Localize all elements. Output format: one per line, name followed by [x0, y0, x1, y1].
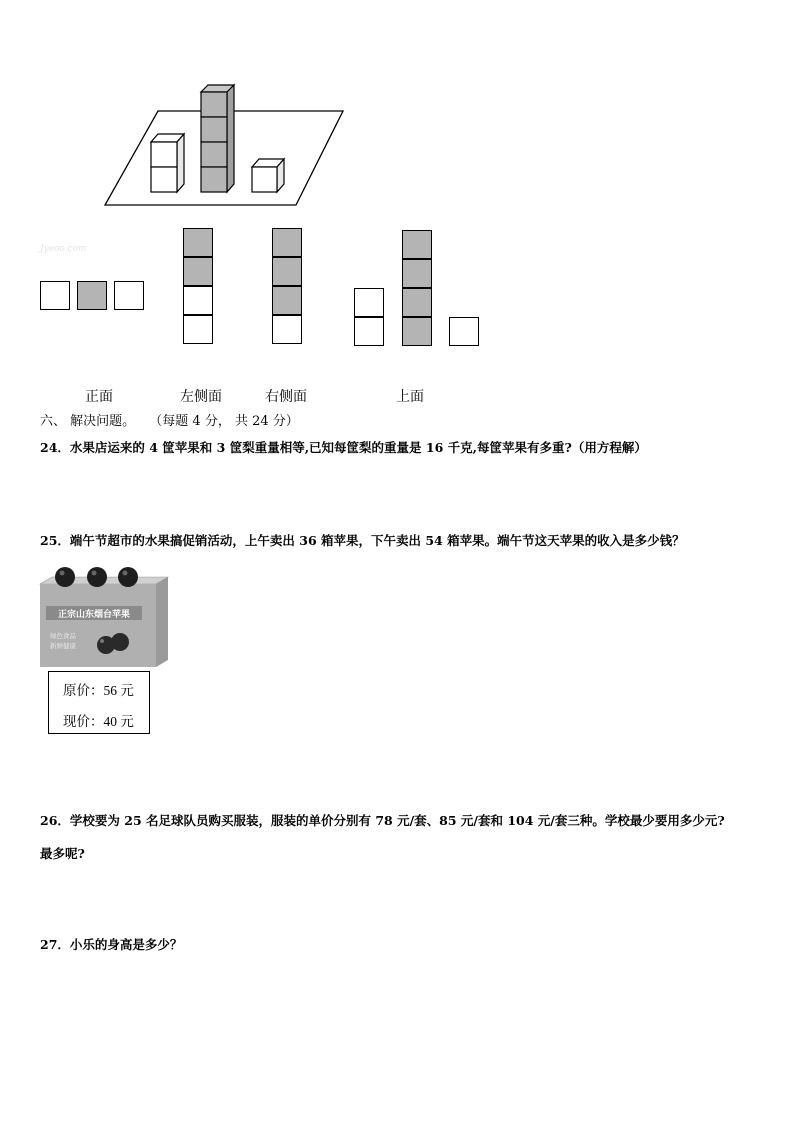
top-view-label: 上面 — [396, 389, 424, 405]
apple-icon — [87, 567, 107, 587]
apple-box-image — [36, 562, 172, 670]
single-white-cube — [252, 159, 284, 192]
question-26-continued: 最多呢? — [40, 846, 85, 861]
section-header — [40, 410, 299, 429]
front-view-label: 正面 — [85, 389, 113, 405]
left-view-label: 左侧面 — [180, 389, 222, 405]
cube-arrangement-figure — [100, 80, 350, 210]
watermark: Jyeoo.com — [40, 244, 87, 254]
apple-box-brand: 正宗山东烟台苹果 — [57, 610, 131, 620]
white-cube-stack — [151, 134, 184, 192]
question-25: 25．端午节超市的水果搞促销活动，上午卖出 36 箱苹果，下午卖出 54 箱苹果。端午节这天苹果的收入是多少钱？ — [40, 533, 685, 548]
section-title: 六、 解决问题。 — [40, 414, 136, 429]
apple-box-slogan2: 新鲜健康 — [50, 642, 76, 650]
right-view-label: 右侧面 — [265, 389, 307, 405]
question-24: 24．水果店运来的 4 筐苹果和 3 筐梨重量相等,已知每筐梨的重量是 16 千克,每筐苹果有多重?（用方程解） — [40, 440, 647, 455]
apple-icon — [55, 567, 75, 587]
question-27: 27．小乐的身高是多少？ — [40, 937, 183, 952]
gray-cube-stack — [201, 85, 234, 192]
question-26: 26．学校要为 25 名足球队员购买服装，服装的单价分别有 78 元/套、85 元/套和 104 元/套三种。学校最少要用多少元? — [40, 813, 725, 828]
original-price: 原价：56 元 — [63, 683, 134, 698]
apple-box-slogan1: 绿色食品 — [50, 632, 76, 640]
price-box — [48, 671, 150, 734]
section-scoring: （每题 4 分， 共 24 分） — [149, 414, 299, 429]
current-price: 现价：40 元 — [63, 714, 134, 729]
apple-icon — [118, 567, 138, 587]
